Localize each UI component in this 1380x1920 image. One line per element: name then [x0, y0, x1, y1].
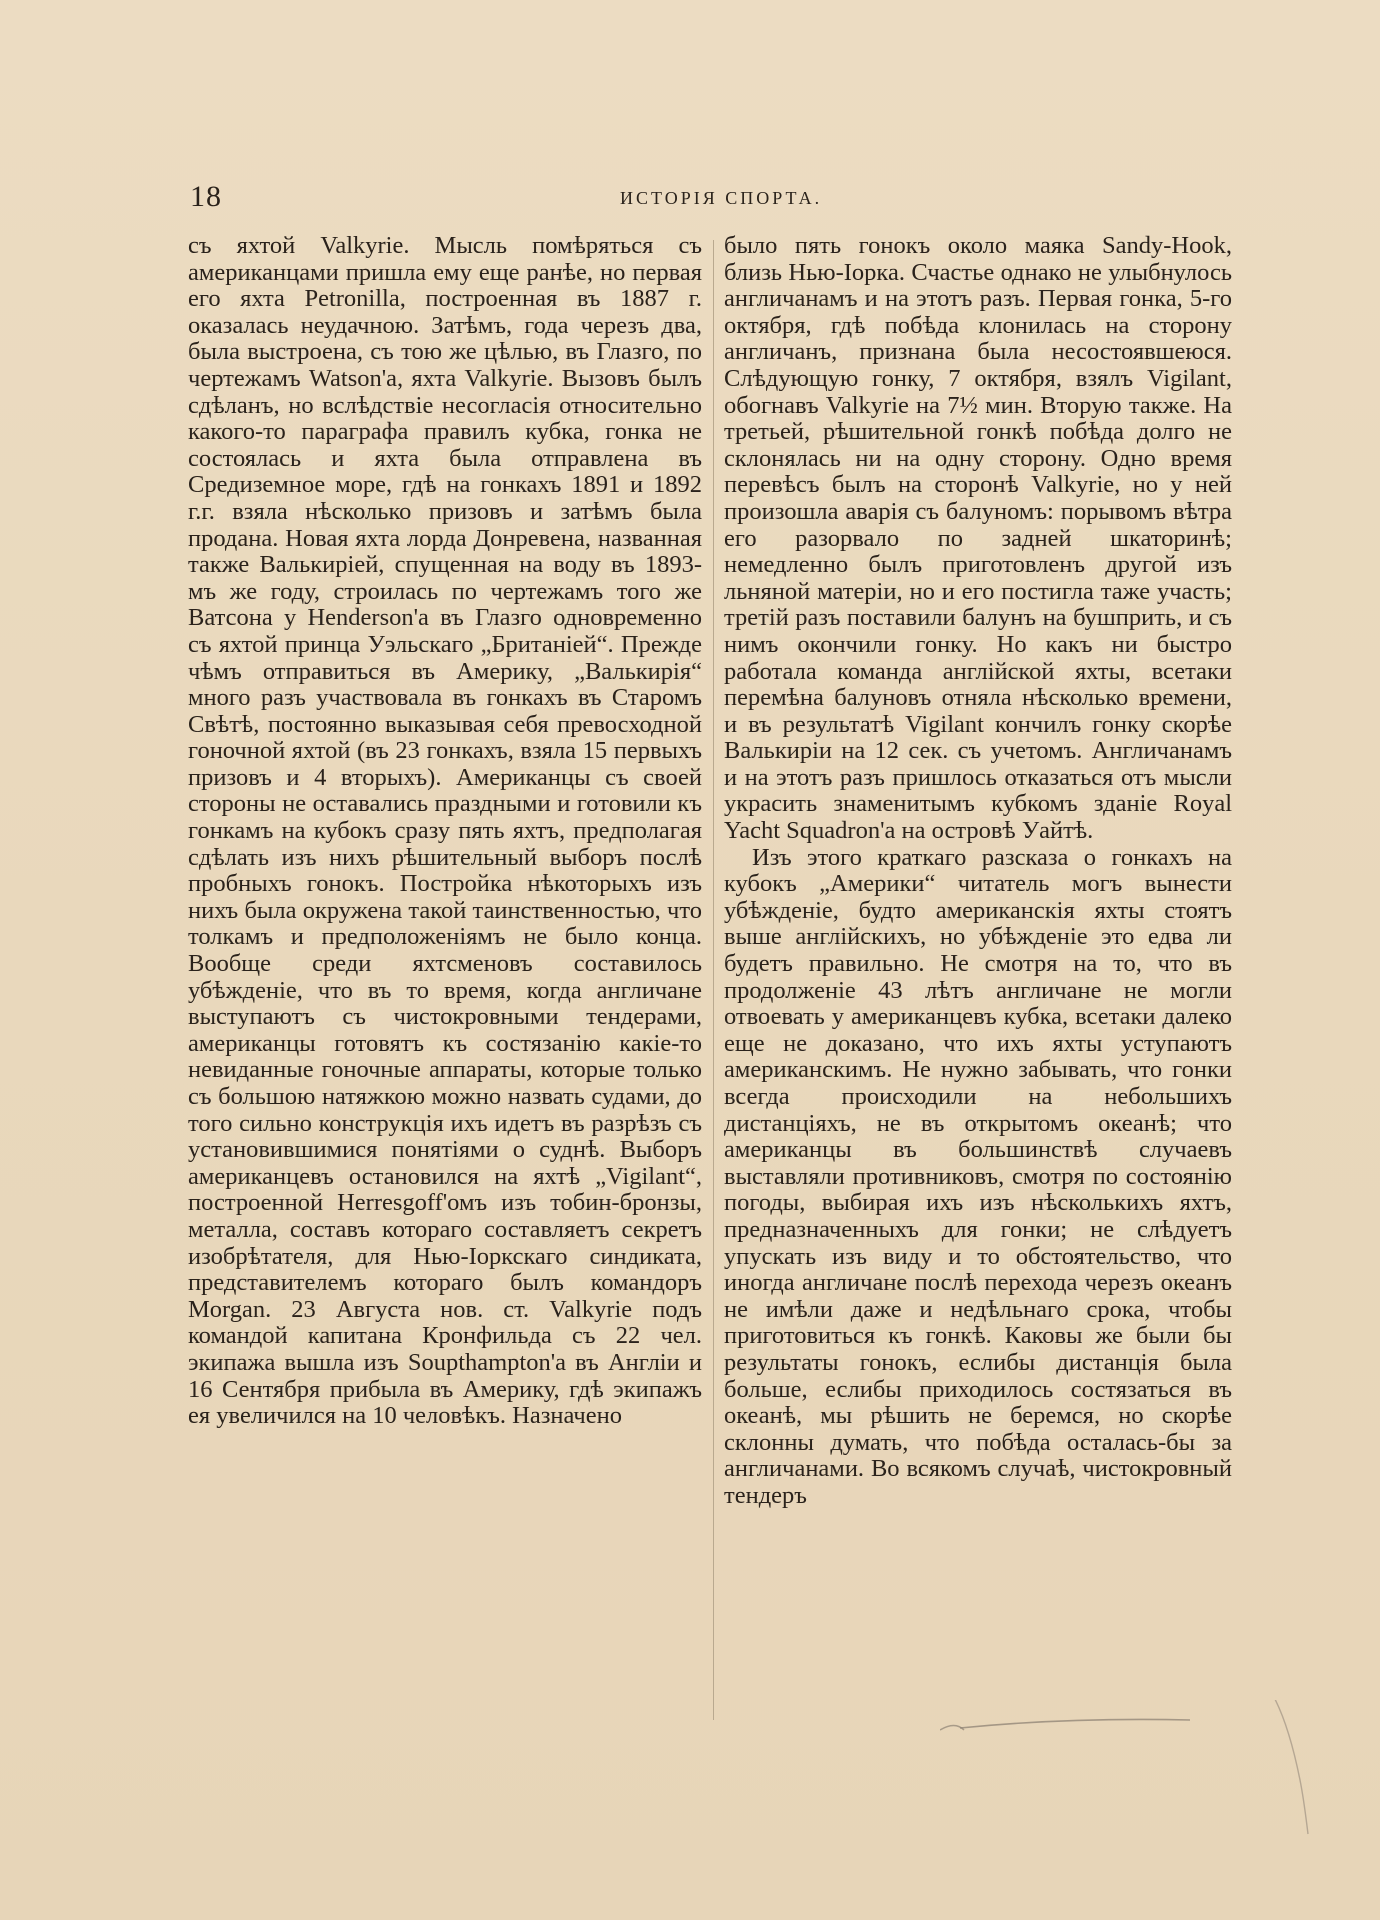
page-number: 18	[190, 180, 222, 213]
right-column-paragraph-2: Изъ этого краткаго разсказа о гонкахъ на кубокъ „Америки“ читатель могъ вынести убѣжденіе, будто американскія яхты стоятъ выше англійскихъ, но убѣжденіе это едва ли будетъ правильно. Не смотря на то, что въ продолженіе 43 лѣтъ англичане не могли отвоевать у американцевъ кубка, всетаки далеко еще не доказано, что ихъ яхты уступаютъ американскимъ. Не нужно забывать, что гонки всегда происходили на небольшихъ дистанціяхъ, не въ открытомъ океанѣ; что американцы въ большинствѣ случаевъ выставляли противниковъ, смотря по состоянію погоды, выбирая ихъ изъ нѣсколькихъ яхтъ, предназначенныхъ для гонки; не слѣдуетъ упускать изъ виду и то обстоятельство, что иногда англичане послѣ перехода черезъ океанъ не имѣли даже и недѣльнаго срока, чтобы приготовиться къ гонкѣ. Каковы же были бы результаты гонокъ, еслибы дистанція была больше, еслибы приходилось состязаться въ океанѣ, мы рѣшить не беремся, но скорѣе склонны думать, что побѣда осталась-бы за англичанами. Во всякомъ случаѣ, чистокровный тендеръ	[724, 843, 1232, 1509]
left-column	[188, 233, 702, 1430]
column-divider	[713, 240, 714, 1720]
right-column-paragraph-1: было пять гонокъ около маяка Sandy-Hook, близь Нью-Іорка. Счастье однако не улыбнулось англичанамъ и на этотъ разъ. Первая гонка, 5-го октября, гдѣ побѣда клонилась на сторону англичанъ, признана была несостоявшеюся. Слѣдующую гонку, 7 октября, взялъ Vigilant, обогнавъ Valkyrie на 7½ мин. Вторую также. На третьей, рѣшительной гонкѣ побѣда долго не склонялась ни на одну сторону. Одно время перевѣсъ былъ на сторонѣ Valkyrie, но у ней произошла аварія съ балуномъ: порывомъ вѣтра его разорвало по задней шкаторинѣ; немедленно былъ приготовленъ другой изъ льняной матеріи, но и его постигла таже участь; третій разъ поставили балунъ на бушприть, и съ нимъ окончили гонку. Но какъ ни быстро работала команда англійской яхты, всетаки перемѣна балуновъ отняла нѣсколько времени, и въ результатѣ Vigilant кончилъ гонку скорѣе Валькиріи на 12 сек. съ учетомъ. Англичанамъ и на этотъ разъ пришлось отказаться отъ мысли украсить знаменитымъ кубкомъ зданіе Royal Yacht Squadron'а на островѣ Уайтѣ.	[724, 232, 1232, 845]
pencil-annotation-mark	[940, 1700, 1320, 1840]
left-column-paragraph-1: съ яхтой Valkyrie. Мысль помѣряться съ американцами пришла ему еще ранѣе, но первая его яхта Petronilla, построенная въ 1887 г. оказалась неудачною. Затѣмъ, года черезъ два, была выстроена, съ тою же цѣлью, въ Глазго, по чертежамъ Watson'а, яхта Valkyrie. Вызовъ былъ сдѣланъ, но вслѣдствіе несогласія относительно какого-то параграфа правилъ кубка, гонка не состоялась и яхта была отправлена въ Средиземное море, гдѣ на гонкахъ 1891 и 1892 г.г. взяла нѣсколько призовъ и затѣмъ была продана. Новая яхта лорда Донревена, названная также Валькиріей, спущенная на воду въ 1893-мъ же году, строилась по чертежамъ того же Ватсона у Henderson'а въ Глазго одновременно съ яхтой принца Уэльскаго „Британіей“. Прежде чѣмъ отправиться въ Америку, „Валькирія“ много разъ участвовала въ гонкахъ въ Старомъ Свѣтѣ, постоянно выказывая себя превосходной гоночной яхтой (въ 23 гонкахъ, взяла 15 первыхъ призовъ и 4 вторыхъ). Американцы съ своей стороны не оставались праздными и готовили къ гонкамъ на кубокъ сразу пять яхтъ, предполагая сдѣлать изъ нихъ рѣшительный выборъ послѣ пробныхъ гонокъ. Постройка нѣкоторыхъ изъ нихъ была окружена такой таинственностью, что толкамъ и предположеніямъ не было конца. Вообще среди яхтсменовъ составилось убѣжденіе, что въ то время, когда англичане выступаютъ съ чистокровными тендерами, американцы готовятъ къ состязанію какіе-то невиданные гоночные аппараты, которые только съ большою натяжкою можно назвать судами, до того сильно конструкція ихъ идетъ въ разрѣзъ съ установившимися понятіями о суднѣ. Выборъ американцевъ остановился на яхтѣ „Vigilant“, построенной Herresgoff'омъ изъ тобин-бронзы, металла, составъ котораго составляетъ секретъ изобрѣтателя, для Нью-Іоркскаго синдиката, представителемъ котораго былъ командоръ Morgan. 23 Августа нов. ст. Valkyrie подъ командой капитана Кронфильда съ 22 чел. экипажа вышла изъ Soupthampton'а въ Англіи и 16 Сентября прибыла въ Америку, гдѣ экипажъ ея увеличился на 10 человѣкъ. Назначено	[188, 232, 702, 1430]
page-header	[190, 180, 1190, 220]
running-title: ИСТОРІЯ СПОРТА.	[620, 188, 823, 208]
right-column	[724, 233, 1232, 1510]
